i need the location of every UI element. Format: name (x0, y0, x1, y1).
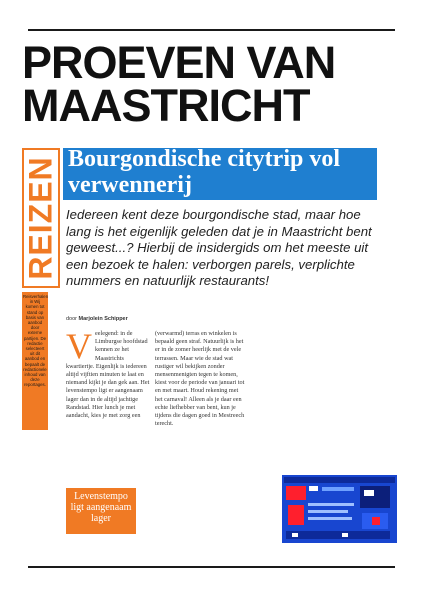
body-column-1 (66, 326, 151, 420)
body-column-2: (verwarmd) terras en winkelen is bepaald geen straf. Natuurlijk is het er in de zomer heerlijk met de vele terrassen. Maar wie de stad wat rustiger wil bekijken zonder mensenmenigten tegen te komen, kiest voor de periode van januari tot en met maart. Houd rekening met het carnaval! Alleen als je daar een echte liefhebber van bent, kun je tijdens die dagen goed in Mestreech terecht. (155, 330, 245, 428)
bottom-rule (28, 566, 395, 568)
byline-author: Marjolein Schipper (78, 316, 128, 322)
byline (66, 316, 128, 322)
article-photo (282, 475, 397, 543)
sidenote: Reisverhalen in Wij komen tot stand op basis van aanbod door externe partijen. De redactie selecteert uit dit aanbod en bepaalt de redactionele inhoud van deze reportages. (22, 292, 48, 430)
pull-quote: Levenstempo ligt aangenaam lager (66, 488, 136, 534)
top-rule (28, 29, 395, 31)
subtitle-text: Bourgondische citytrip vol verwennerij (68, 146, 341, 198)
body-column-1-text: eelegend: in de Limburgse hoofdstad kennen ze het Maastrichts kwartiertje. Eigenlijk is iedereen altijd vijftien minuten te laat en niemand kijkt je dan gek aan. Het levenstempo ligt er aangenaam lager dan in de altijd jachtige Randstad. Hier lunch je met aandacht, kies je met zorg een (66, 330, 150, 420)
section-tab (22, 148, 60, 288)
byline-prefix: door (66, 316, 78, 322)
intro-paragraph: Iedereen kent deze bourgondische stad, maar hoe lang is het eigenlijk geleden dat je in Maastricht bent geweest...? Hierbij de insidergids om het meeste uit een bezoek te halen: verborgen parels, verplichte nummers en natuurlijk restaurants! (66, 207, 372, 288)
drop-cap: V (66, 326, 92, 366)
headline: PROEVEN VAN MAASTRICHT (22, 37, 336, 131)
section-label: REIZEN (22, 156, 59, 280)
